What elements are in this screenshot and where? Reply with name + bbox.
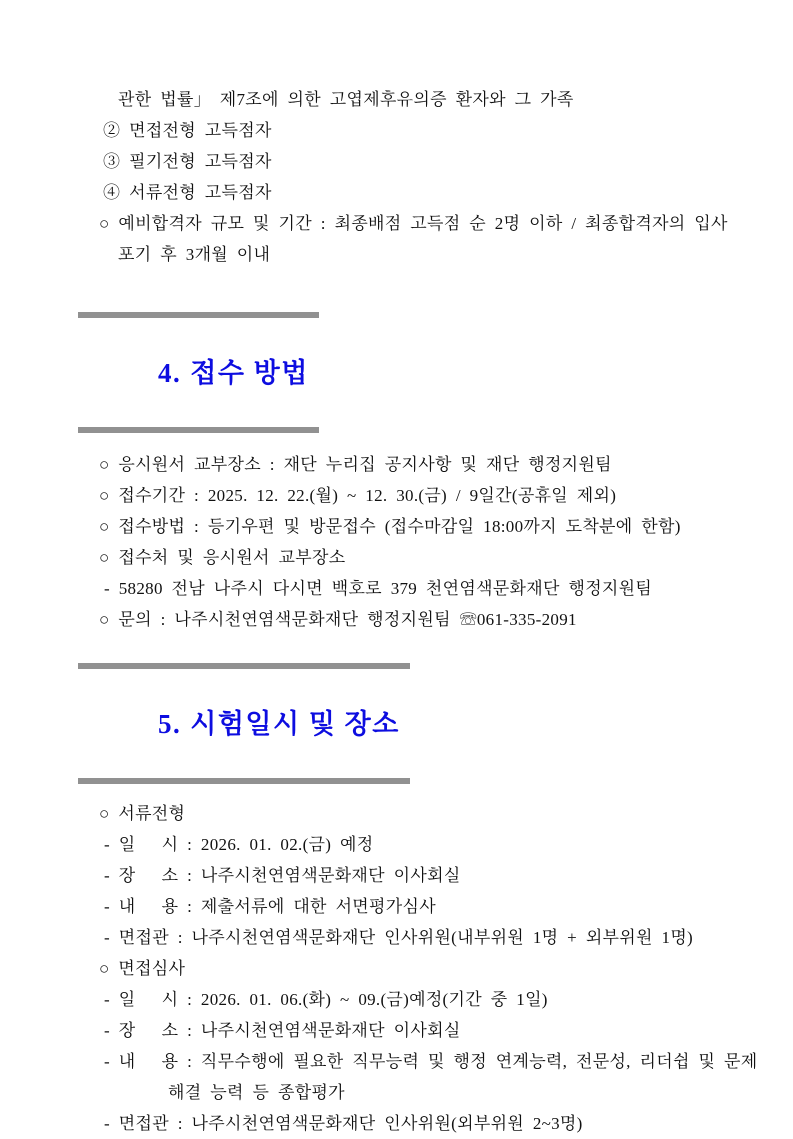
doc-line: ○ 예비합격자 규모 및 기간 : 최종배점 고득점 순 2명 이하 / 최종합격자의 입사 xyxy=(99,214,728,233)
section-5-heading xyxy=(78,663,410,784)
doc-line: - 일 시 : 2026. 01. 06.(화) ~ 09.(금)예정(기간 중 1일) xyxy=(104,990,548,1009)
section-4-heading-row xyxy=(0,312,793,433)
section-5-heading-row xyxy=(0,663,793,784)
doc-line: ○ 서류전형 xyxy=(99,804,186,823)
doc-line: ④ 서류전형 고득점자 xyxy=(103,183,272,202)
section-title: 시험일시 및 장소 xyxy=(190,709,400,739)
doc-line: ○ 접수처 및 응시원서 교부장소 xyxy=(99,548,346,567)
section-number: 4. xyxy=(158,358,182,388)
doc-line: - 면접관 : 나주시천연염색문화재단 인사위원(외부위원 2~3명) xyxy=(104,1114,583,1133)
doc-line: ② 면접전형 고득점자 xyxy=(103,121,272,140)
section-number: 5. xyxy=(158,709,182,739)
doc-line: ○ 응시원서 교부장소 : 재단 누리집 공지사항 및 재단 행정지원팀 xyxy=(99,455,612,474)
doc-line: - 장 소 : 나주시천연염색문화재단 이사회실 xyxy=(104,1021,461,1040)
doc-line: - 면접관 : 나주시천연염색문화재단 인사위원(내부위원 1명 + 외부위원 1명) xyxy=(104,928,694,947)
doc-line: 포기 후 3개월 이내 xyxy=(118,245,271,264)
doc-line: - 내 용 : 제출서류에 대한 서면평가심사 xyxy=(104,897,436,916)
doc-line: ○ 문의 : 나주시천연염색문화재단 행정지원팀 ☏061-335-2091 xyxy=(99,610,577,629)
doc-line: - 내 용 : 직무수행에 필요한 직무능력 및 행정 연계능력, 전문성, 리더쉽 및 문제 xyxy=(104,1052,758,1071)
doc-line: 관한 법률」 제7조에 의한 고엽제후유의증 환자와 그 가족 xyxy=(118,90,574,109)
doc-line: ③ 필기전형 고득점자 xyxy=(103,152,272,171)
section-4-body xyxy=(0,449,793,635)
doc-line: - 일 시 : 2026. 01. 02.(금) 예정 xyxy=(104,835,374,854)
section-5-body xyxy=(0,798,793,1139)
section-4-heading xyxy=(78,312,319,433)
doc-line: 해결 능력 등 종합평가 xyxy=(168,1083,345,1102)
section-title: 접수 방법 xyxy=(190,358,309,388)
intro-block xyxy=(0,84,793,270)
doc-line: - 58280 전남 나주시 다시면 백호로 379 천연염색문화재단 행정지원팀 xyxy=(104,579,653,598)
doc-line: ○ 면접심사 xyxy=(99,959,186,978)
doc-line: ○ 접수방법 : 등기우편 및 방문접수 (접수마감일 18:00까지 도착분에 한함) xyxy=(99,517,681,536)
doc-line: - 장 소 : 나주시천연염색문화재단 이사회실 xyxy=(104,866,461,885)
doc-line: ○ 접수기간 : 2025. 12. 22.(월) ~ 12. 30.(금) / 9일간(공휴일 제외) xyxy=(99,486,617,505)
